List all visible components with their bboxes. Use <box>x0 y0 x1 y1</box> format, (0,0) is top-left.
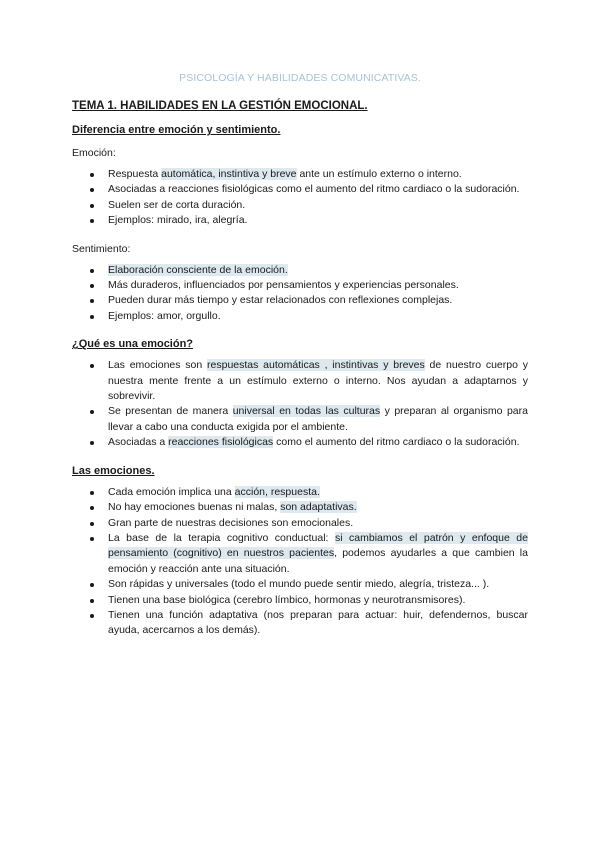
text-segment: Tienen una función adaptativa (nos preparan para actuar: huir, defendernos, buscar ayuda, acercarnos a los demás). <box>108 608 528 637</box>
document-title: PSICOLOGÍA Y HABILIDADES COMUNICATIVAS. <box>179 72 421 84</box>
text-segment: Se presentan de manera <box>108 405 233 418</box>
subheading-sentimiento: Sentimiento: <box>72 242 131 255</box>
text-segment: No hay emociones buenas ni malas, <box>108 501 281 514</box>
text-segment: Respuesta <box>108 168 162 180</box>
highlighted-text: automática, instintiva y breve <box>161 168 297 180</box>
list-item <box>88 198 528 213</box>
list-item <box>88 608 528 639</box>
list-item <box>88 213 528 228</box>
las-emociones-list <box>72 485 528 639</box>
list-item <box>88 167 528 182</box>
tema-heading: TEMA 1. HABILIDADES EN LA GESTIÓN EMOCIONAL. <box>72 100 368 112</box>
highlighted-text: acción, respuesta. <box>234 485 320 498</box>
list-item <box>88 577 528 592</box>
text-segment: ante un estímulo externo o interno. <box>296 168 462 180</box>
list-item <box>88 593 528 608</box>
text-segment: Asociadas a <box>108 436 169 449</box>
text-segment: de nuestro cuerpo y nuestra mente frente a un estímulo externo o interno. Nos ayudan a adaptarnos y sobrevivir. <box>108 359 528 403</box>
text-segment: como el aumento del ritmo cardiaco o la sudoración. <box>273 436 520 449</box>
text-segment: Son rápidas y universales (todo el mundo puede sentir miedo, alegría, tristeza... ). <box>108 578 490 591</box>
text-segment: Las emociones son <box>108 359 208 372</box>
highlighted-text: respuestas automáticas , instintivas y breves <box>207 359 425 372</box>
list-item <box>88 435 528 450</box>
text-segment: , podemos ayudarles a que cambien la emoción y reacción ante una situación. <box>108 547 528 575</box>
highlighted-text: son adaptativas. <box>280 501 357 514</box>
list-item <box>88 278 528 293</box>
list-item <box>88 263 528 278</box>
text-segment: Ejemplos: amor, orgullo. <box>108 309 221 322</box>
list-item <box>88 309 528 324</box>
list-item <box>88 404 528 435</box>
list-item <box>88 293 528 308</box>
highlighted-text: reacciones fisiológicas <box>168 436 274 449</box>
text-segment: Tienen una base biológica (cerebro límbico, hormonas y neurotransmisores). <box>108 593 466 606</box>
sentimiento-list <box>72 263 528 325</box>
text-segment: y preparan al organismo para llevar a cabo una conducta exigida por el ambiente. <box>108 405 528 433</box>
subheading-emocion: Emoción: <box>72 147 116 159</box>
list-item <box>88 531 528 577</box>
text-segment: Más duraderos, influenciados por pensamientos y experiencias personales. <box>108 279 459 292</box>
text-segment: Asociadas a reacciones fisiológicas como el aumento del ritmo cardiaco o la sudoración. <box>108 183 520 196</box>
list-item <box>88 182 528 197</box>
highlighted-text: Elaboración consciente de la emoción. <box>108 263 288 276</box>
list-item <box>88 516 528 531</box>
text-segment: Suelen ser de corta duración. <box>108 198 246 211</box>
text-segment: Ejemplos: mirado, ira, alegría. <box>108 214 248 227</box>
text-segment: Gran parte de nuestras decisiones son emocionales. <box>108 516 354 529</box>
text-segment: La base de la terapia cognitivo conductual: <box>108 531 335 544</box>
section-heading-las-emociones: Las emociones. <box>72 464 155 477</box>
list-item <box>88 500 528 515</box>
emocion-list <box>72 167 528 229</box>
list-item <box>88 485 528 500</box>
section-heading-que-es: ¿Qué es una emoción? <box>72 338 194 351</box>
text-segment: Cada emoción implica una <box>108 485 235 498</box>
list-item <box>88 358 528 404</box>
que-es-list <box>72 358 528 450</box>
text-segment: Pueden durar más tiempo y estar relacionados con reflexiones complejas. <box>108 294 453 307</box>
highlighted-text: universal en todas las culturas <box>232 405 381 418</box>
section-heading-diferencia: Diferencia entre emoción y sentimiento. <box>72 124 281 136</box>
highlighted-text: si cambiamos el patrón y enfoque de pensamiento (cognitivo) en nuestros pacientes <box>108 531 528 560</box>
